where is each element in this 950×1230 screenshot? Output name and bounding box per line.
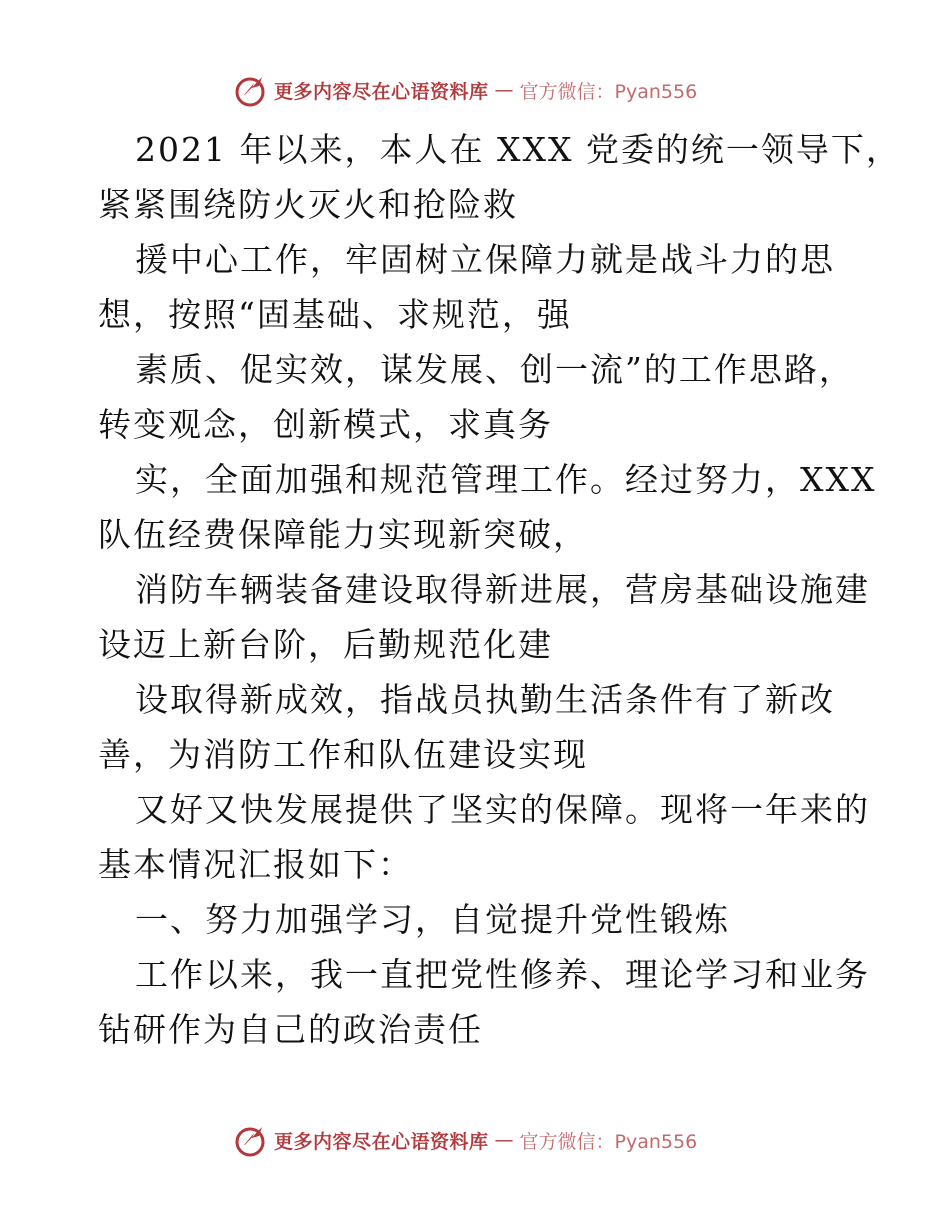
paragraph-line: 2021 年以来，本人在 XXX 党委的统一领导下， <box>135 130 901 169</box>
section-heading: 一、努力加强学习，自觉提升党性锻炼 <box>135 900 730 939</box>
paragraph-line: 转变观念，创新模式，求真务 <box>98 405 553 444</box>
footer-banner-text: 更多内容尽在心语资料库 <box>274 1130 489 1153</box>
footer-banner-contact: 官方微信：Pyan556 <box>519 1130 698 1153</box>
paragraph-line: 想，按照“固基础、求规范，强 <box>98 295 572 334</box>
footer-watermark-banner <box>232 1120 697 1160</box>
paragraph-line: 善，为消防工作和队伍建设实现 <box>98 735 588 774</box>
paragraph-line: 素质、促实效，谋发展、创一流”的工作思路， <box>135 350 854 389</box>
paragraph-line: 工作以来，我一直把党性修养、理论学习和业务 <box>135 955 870 994</box>
paragraph-line: 设迈上新台阶，后勤规范化建 <box>98 625 553 664</box>
document-body <box>98 122 901 1057</box>
paragraph-line: 基本情况汇报如下： <box>98 845 413 884</box>
paragraph-line: 设取得新成效，指战员执勤生活条件有了新改 <box>135 680 835 719</box>
header-banner-contact: 官方微信：Pyan556 <box>519 80 698 103</box>
quill-logo-icon <box>232 1122 268 1158</box>
header-watermark-banner <box>232 70 697 110</box>
paragraph-line: 钻研作为自己的政治责任 <box>98 1010 483 1049</box>
paragraph-line: 实，全面加强和规范管理工作。经过努力，XXX <box>135 460 877 499</box>
paragraph-line: 紧紧围绕防火灭火和抢险救 <box>98 185 518 224</box>
footer-banner-separator: — <box>494 1129 514 1151</box>
header-banner-text: 更多内容尽在心语资料库 <box>274 80 489 103</box>
quill-logo-icon <box>232 72 268 108</box>
paragraph-line: 消防车辆装备建设取得新进展，营房基础设施建 <box>135 570 870 609</box>
header-banner-separator: — <box>494 79 514 101</box>
paragraph-line: 队伍经费保障能力实现新突破， <box>98 515 588 554</box>
paragraph-line: 又好又快发展提供了坚实的保障。现将一年来的 <box>135 790 870 829</box>
paragraph-line: 援中心工作，牢固树立保障力就是战斗力的思 <box>135 240 835 279</box>
